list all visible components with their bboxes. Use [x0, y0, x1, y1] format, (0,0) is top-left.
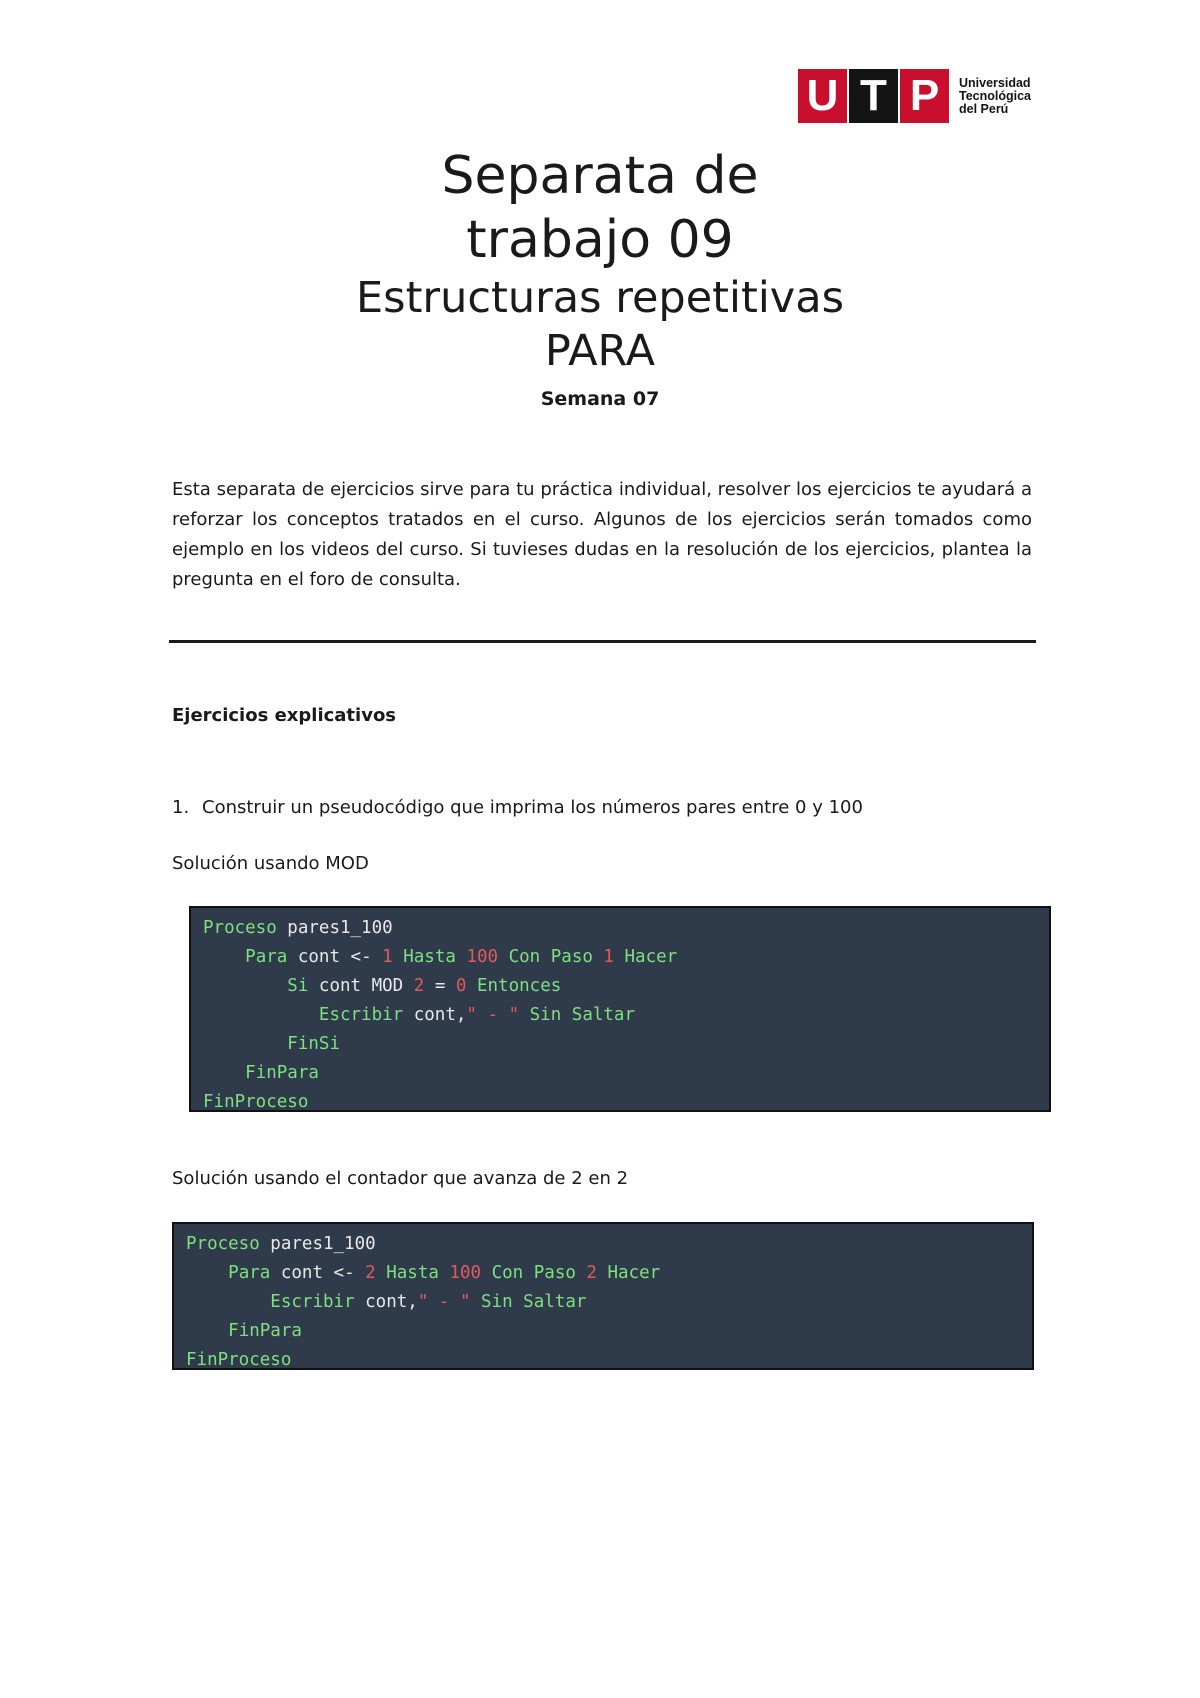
- code-token: 0: [455, 976, 467, 996]
- code-block-step: [172, 1222, 1034, 1370]
- logo-blocks: [798, 69, 951, 123]
- solution-1-label: Solución usando MOD: [172, 853, 369, 874]
- code-line: [203, 1088, 1037, 1117]
- code-token: Hacer: [613, 947, 678, 967]
- code-token: " - ": [466, 1005, 520, 1025]
- intro-paragraph: Esta separata de ejercicios sirve para tu práctica individual, resolver los ejercicios te ayudará a reforzar los conceptos tratados en el curso. Algunos de los ejercicios serán tomados como ejemplo en los videos del curso. Si tuvieses dudas en la resolución de los ejercicios, plantea la pregunta en el foro de consulta.: [172, 479, 1032, 590]
- horizontal-rule: [169, 640, 1036, 643]
- code-token: cont <-: [270, 1263, 366, 1283]
- code-token: Si: [287, 976, 309, 996]
- code-token: Sin Saltar: [470, 1292, 587, 1312]
- title-block: [0, 144, 1200, 410]
- logo-letter-t: T: [849, 69, 898, 123]
- subtitle-line-1: Estructuras repetitivas: [356, 273, 844, 323]
- utp-logo: [798, 69, 1031, 123]
- code-token: 100: [449, 1263, 482, 1283]
- code-line: [186, 1346, 1020, 1375]
- code-token: FinPara: [245, 1063, 319, 1083]
- code-token: FinProceso: [203, 1092, 309, 1112]
- code-line: [203, 914, 1037, 943]
- solution-2-label: Solución usando el contador que avanza de 2 en 2: [172, 1168, 629, 1189]
- code-token: cont,: [403, 1005, 467, 1025]
- code-token: FinProceso: [186, 1350, 292, 1370]
- code-line: [186, 1230, 1020, 1259]
- week-label: Semana 07: [540, 388, 660, 410]
- code-token: Proceso: [186, 1234, 260, 1254]
- code-token: pares1_100: [259, 1234, 376, 1254]
- exercise-text: Construir un pseudocódigo que imprima los números pares entre 0 y 100: [202, 797, 863, 818]
- code-token: Hasta: [375, 1263, 450, 1283]
- exercise-number: 1.: [172, 797, 190, 818]
- logo-text: [959, 77, 1031, 116]
- code-line: [203, 1059, 1037, 1088]
- code-token: Sin Saltar: [519, 1005, 636, 1025]
- logo-line-1: Universidad: [959, 75, 1031, 90]
- code-token: Entonces: [466, 976, 562, 996]
- code-line: [186, 1317, 1020, 1346]
- code-token: cont,: [354, 1292, 418, 1312]
- title-line-2: trabajo 09: [466, 210, 734, 270]
- logo-letter-u: U: [798, 69, 847, 123]
- subtitle-line-2: PARA: [544, 326, 656, 376]
- exercise-1: [172, 797, 863, 818]
- code-token: Hacer: [596, 1263, 661, 1283]
- code-token: 2: [413, 976, 425, 996]
- code-token: " - ": [417, 1292, 471, 1312]
- code-line: [186, 1288, 1020, 1317]
- code-token: Para: [228, 1263, 271, 1283]
- code-token: 2: [586, 1263, 597, 1283]
- code-line: [203, 972, 1037, 1001]
- code-token: Escribir: [318, 1005, 404, 1025]
- code-token: Hasta: [392, 947, 467, 967]
- title-line-1: Separata de: [441, 146, 759, 206]
- code-line: [203, 1030, 1037, 1059]
- code-token: FinPara: [228, 1321, 302, 1341]
- code-line: [203, 1001, 1037, 1030]
- section-heading: Ejercicios explicativos: [172, 705, 397, 726]
- code-block-mod: [189, 906, 1051, 1112]
- code-token: Escribir: [270, 1292, 355, 1312]
- code-token: cont MOD: [308, 976, 414, 996]
- code-line: [203, 943, 1037, 972]
- code-token: 1: [382, 947, 393, 967]
- code-token: 2: [365, 1263, 376, 1283]
- code-token: cont <-: [287, 947, 383, 967]
- code-token: Para: [245, 947, 288, 967]
- code-token: pares1_100: [276, 918, 393, 938]
- code-token: FinSi: [287, 1034, 340, 1054]
- code-token: Con Paso: [498, 947, 604, 967]
- code-line: [186, 1259, 1020, 1288]
- logo-line-3: del Perú: [959, 101, 1009, 116]
- code-token: =: [424, 976, 456, 996]
- code-token: Proceso: [203, 918, 277, 938]
- code-token: 1: [603, 947, 614, 967]
- code-token: Con Paso: [481, 1263, 587, 1283]
- code-token: 100: [466, 947, 499, 967]
- logo-line-2: Tecnológica: [959, 88, 1032, 103]
- logo-letter-p: P: [900, 69, 949, 123]
